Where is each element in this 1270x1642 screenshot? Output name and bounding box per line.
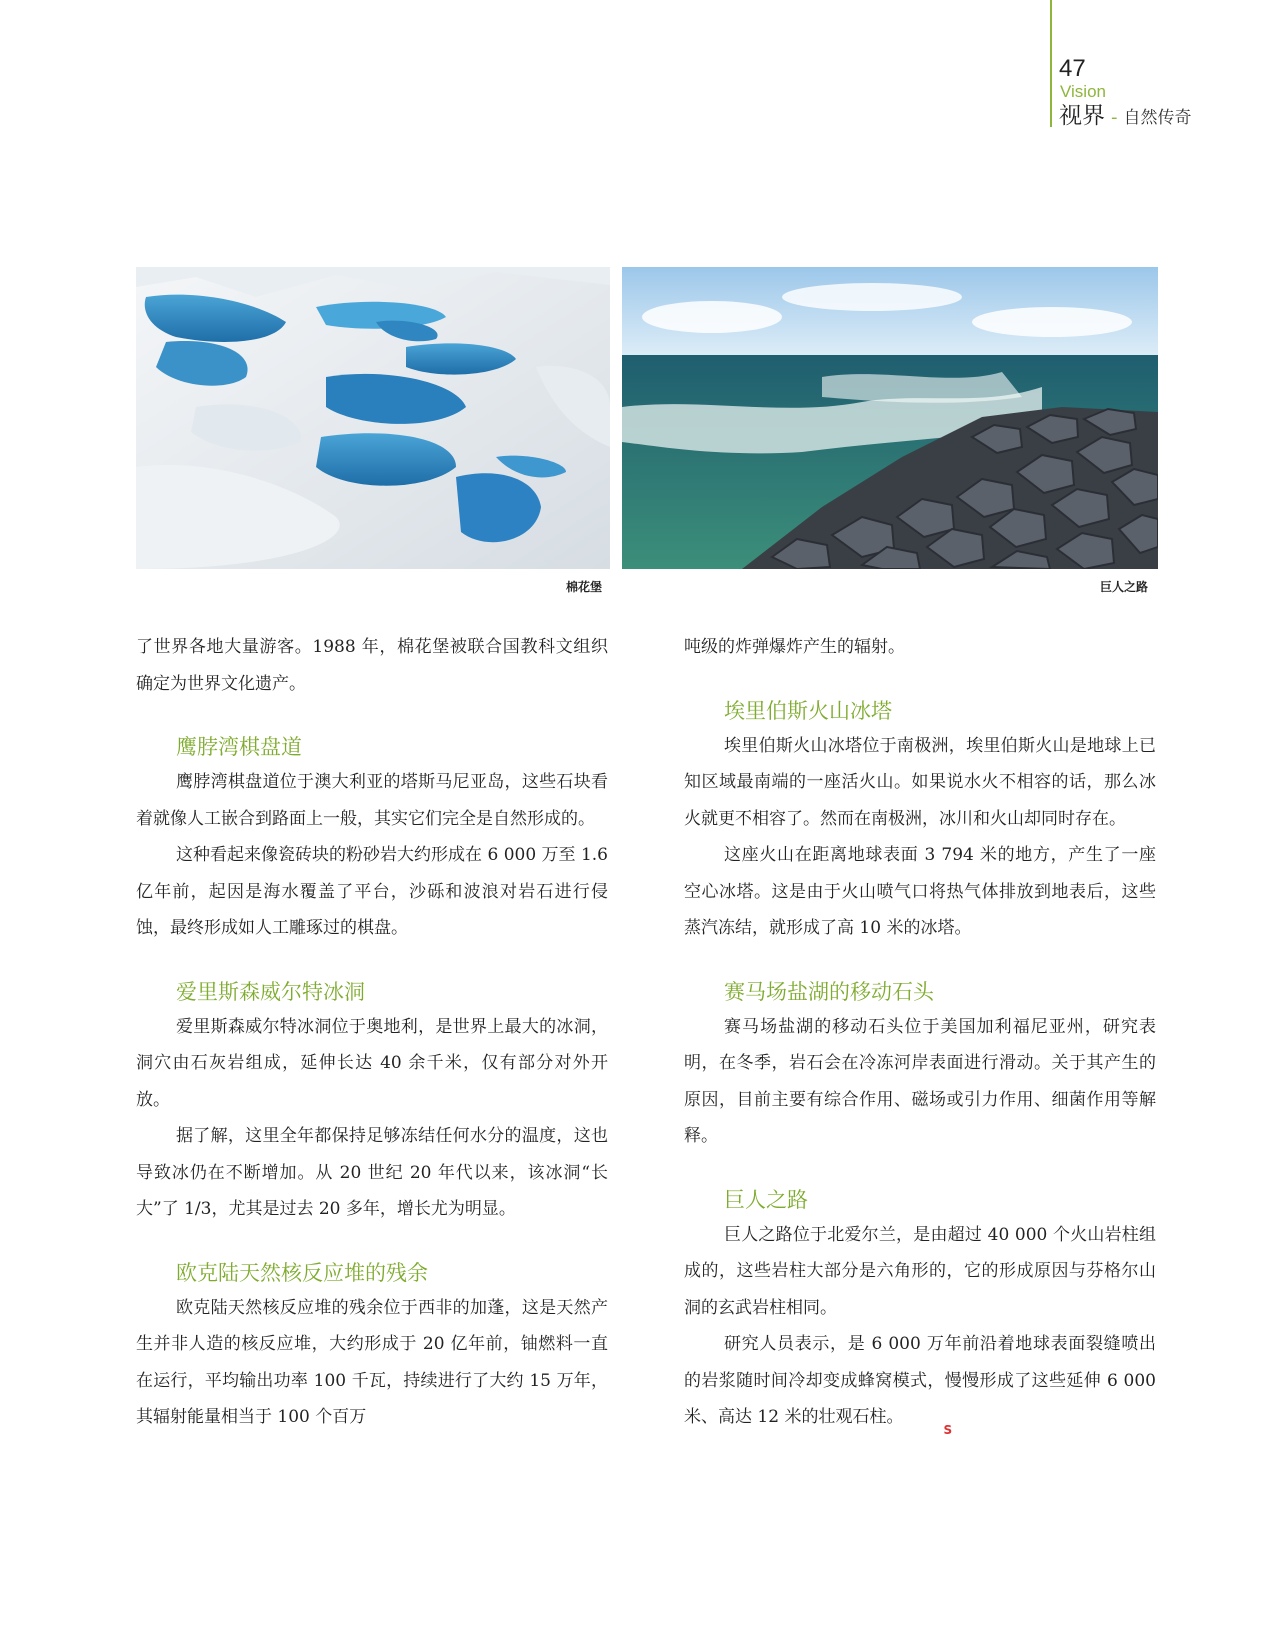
paragraph: 爱里斯森威尔特冰洞位于奥地利，是世界上最大的冰洞，洞穴由石灰岩组成，延伸长达 40 余千米，仅有部分对外开放。: [136, 1016, 608, 1110]
header-rule: [1050, 0, 1052, 127]
paragraph: 这座火山在距离地球表面 3 794 米的地方，产生了一座空心冰塔。这是由于火山喷气口将热气体排放到地表后，这些蒸汽冻结，就形成了高 10 米的冰塔。: [684, 845, 1156, 938]
heading-eaglehawk-neck: 鹰脖湾棋盘道: [176, 735, 302, 759]
caption-giants-causeway: 巨人之路: [1100, 580, 1149, 594]
photo-pamukkale: [136, 267, 610, 569]
paragraph: 埃里伯斯火山冰塔位于南极洲，埃里伯斯火山是地球上已知区域最南端的一座活火山。如果说水火不相容的话，那么冰火就更不相容了。然而在南极洲，冰川和火山却同时存在。: [684, 735, 1156, 829]
heading-racetrack-playa: 赛马场盐湖的移动石头: [724, 979, 934, 1004]
paragraph: 巨人之路位于北爱尔兰，是由超过 40 000 个火山岩柱组成的，这些岩柱大部分是六角形的，它的形成原因与芬格尔山洞的玄武岩柱相同。: [684, 1224, 1156, 1318]
section-title-group: [1059, 102, 1192, 132]
right-intro: 吨级的炸弹爆炸产生的辐射。: [684, 637, 905, 657]
heading-eisriesenwelt: 爱里斯森威尔特冰洞: [176, 979, 365, 1004]
heading-giants-causeway: 巨人之路: [724, 1187, 808, 1212]
paragraph: 据了解，这里全年都保持足够冻结任何水分的温度，这也导致冰仍在不断增加。从 20 世纪 20 年代以来，该冰洞“长大”了 1/3，尤其是过去 20 多年，增长尤为明显。: [136, 1126, 608, 1219]
page-number: 47: [1059, 55, 1086, 82]
end-mark-icon: S: [943, 1422, 953, 1437]
caption-pamukkale: 棉花堡: [566, 580, 603, 594]
right-column: [684, 629, 1156, 1436]
vision-label: Vision: [1060, 82, 1106, 101]
section-dash: -: [1111, 107, 1118, 128]
left-intro: 了世界各地大量游客。1988 年，棉花堡被联合国教科文组织确定为世界文化遗产。: [136, 637, 608, 694]
section-subtitle: 自然传奇: [1123, 108, 1192, 128]
paragraph: 欧克陆天然核反应堆的残余位于西非的加蓬，这是天然产生并非人造的核反应堆，大约形成于 20 亿年前，铀燃料一直在运行，平均输出功率 100 千瓦，持续进行了大约 15 万年，其辐射能量相当于 100 个百万: [136, 1297, 608, 1427]
paragraph: 鹰脖湾棋盘道位于澳大利亚的塔斯马尼亚岛，这些石块看着就像人工嵌合到路面上一般，其实它们完全是自然形成的。: [136, 772, 608, 829]
paragraph-final-text: 研究人员表示，是 6 000 万年前沿着地球表面裂缝喷出的岩浆随时间冷却变成蜂窝模式，慢慢形成了这些延伸 6 000 米、高达 12 米的壮观石柱。: [684, 1334, 1156, 1427]
photo-giants-causeway: [622, 267, 1158, 569]
left-column: [136, 629, 608, 1436]
section-title: 视界: [1059, 103, 1105, 129]
heading-erebus-ice-towers: 埃里伯斯火山冰塔: [724, 698, 892, 723]
paragraph: 这种看起来像瓷砖块的粉砂岩大约形成在 6 000 万至 1.6 亿年前，起因是海水覆盖了平台，沙砾和波浪对岩石进行侵蚀，最终形成如人工雕琢过的棋盘。: [136, 845, 608, 938]
paragraph: 赛马场盐湖的移动石头位于美国加利福尼亚州，研究表明，在冬季，岩石会在冷冻河岸表面进行滑动。关于其产生的原因，目前主要有综合作用、磁场或引力作用、细菌作用等解释。: [684, 1016, 1156, 1146]
paragraph-final: [684, 1326, 1156, 1436]
heading-oklo-reactor: 欧克陆天然核反应堆的残余: [176, 1260, 428, 1285]
